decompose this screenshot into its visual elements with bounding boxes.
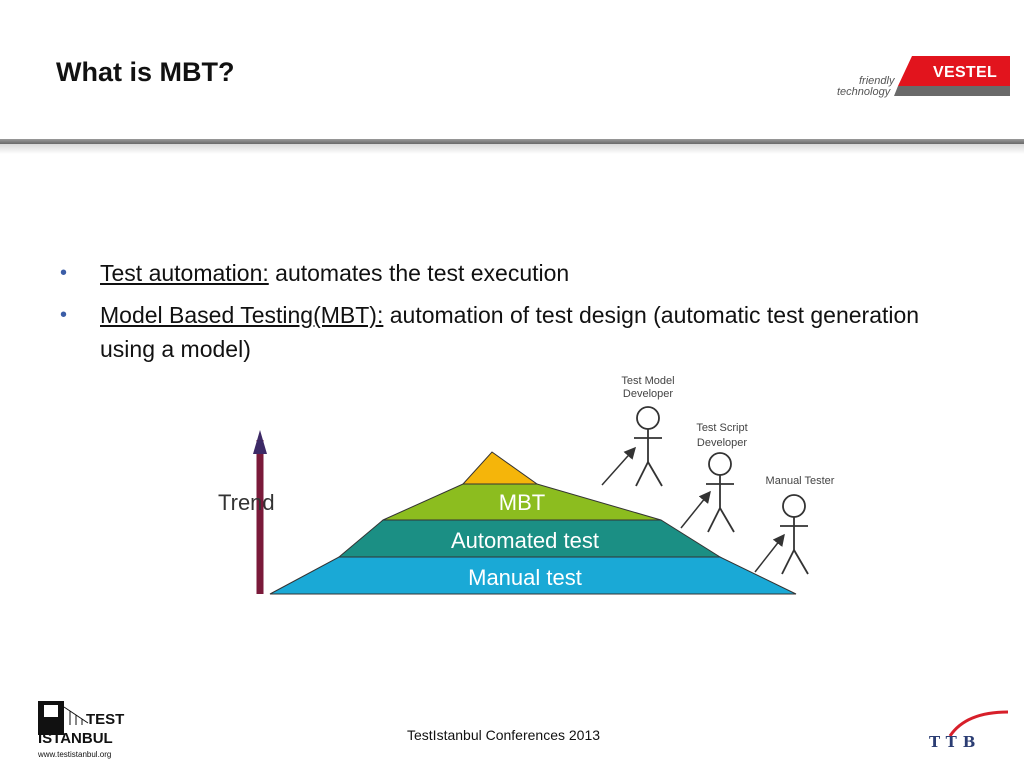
bullet-term: Model Based Testing(MBT): — [100, 302, 384, 328]
tier-label-mbt: MBT — [498, 490, 546, 515]
bullet-item-test-automation — [60, 256, 940, 290]
trend-label: Trend — [218, 490, 275, 515]
header-divider-shadow — [0, 144, 1024, 154]
manual-tester-icon — [780, 495, 808, 574]
bullet-text: automation of test design (automatic test generation using a model) — [100, 302, 920, 362]
pyramid-tier-top — [463, 452, 537, 484]
bullet-term: Test automation: — [100, 260, 269, 286]
bullet-item-mbt — [60, 298, 940, 366]
role-label-test-model-line1: Test Model — [621, 375, 675, 387]
slide-title: What is MBT? — [56, 57, 235, 87]
arrow-test-script-developer — [681, 492, 710, 528]
test-model-developer-icon — [634, 407, 662, 486]
arrow-manual-tester — [755, 535, 784, 572]
ti-logo-test: TEST — [86, 711, 125, 728]
bullet-icon: • — [60, 304, 68, 326]
bullet-list — [60, 256, 940, 374]
bullet-text: automates the test execution — [275, 260, 570, 286]
arrow-test-model-developer — [602, 448, 635, 485]
mbt-pyramid-diagram — [180, 370, 860, 610]
bullet-icon: • — [60, 262, 68, 284]
tier-label-manual: Manual test — [468, 565, 582, 590]
ti-logo-istanbul: ISTANBUL — [38, 730, 113, 747]
vestel-tagline-2: technology — [837, 86, 891, 98]
footer-conference: TestIstanbul Conferences 2013 — [407, 727, 601, 743]
vestel-grey-band — [894, 86, 1010, 96]
vestel-tagline-1: friendly — [859, 75, 895, 87]
vestel-wordmark: VESTEL — [933, 64, 998, 81]
role-label-test-script-line2: Developer — [696, 437, 748, 449]
trend-arrow-head — [253, 430, 267, 454]
ti-logo-url: www.testistanbul.org — [38, 750, 112, 759]
role-label-manual-tester: Manual Tester — [765, 475, 835, 487]
role-label-test-model-line2: Developer — [622, 388, 674, 400]
role-label-test-script-line1: Test Script — [696, 422, 748, 434]
tier-label-automated: Automated test — [451, 528, 599, 553]
ttb-wordmark: TTB — [929, 733, 982, 751]
